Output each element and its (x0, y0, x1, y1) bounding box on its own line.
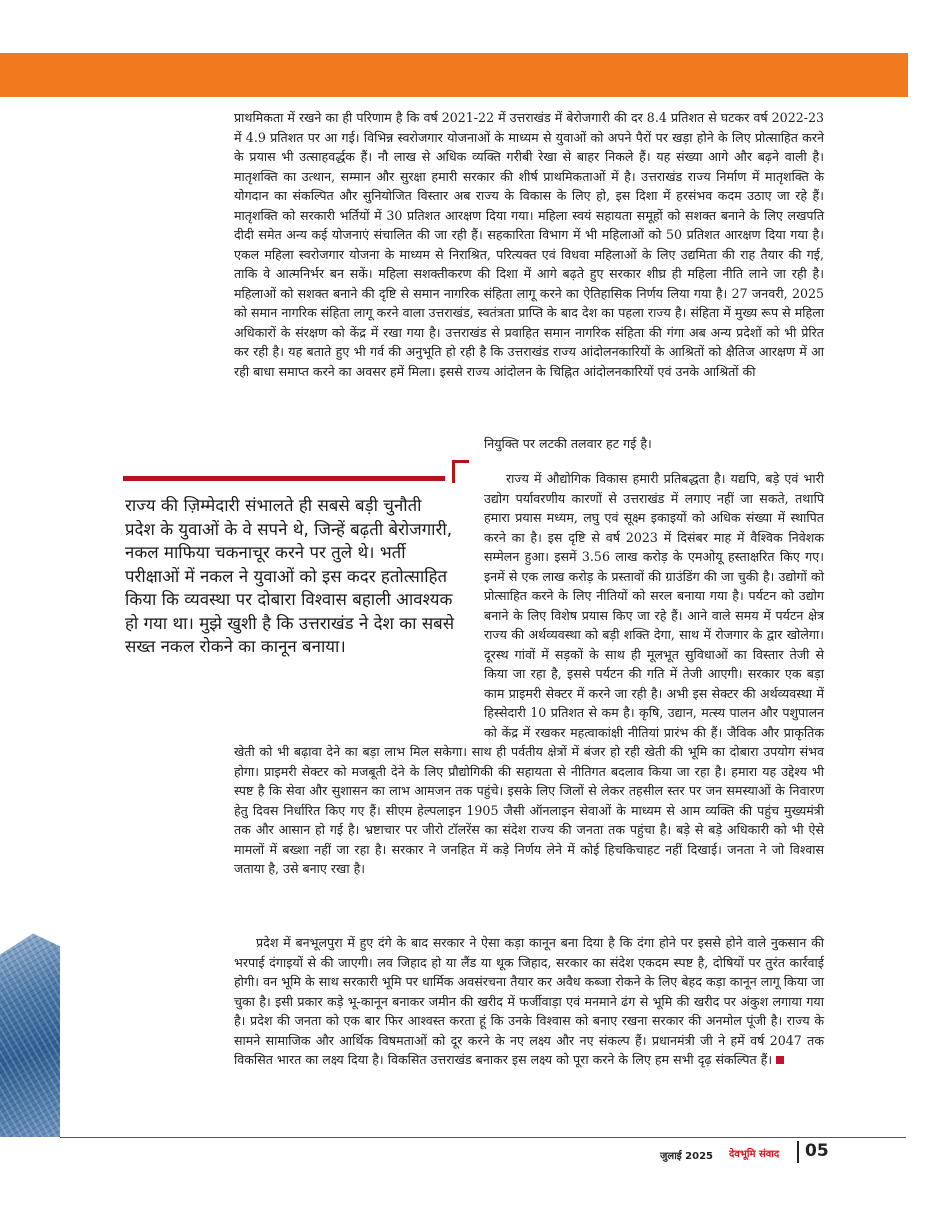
article-paragraph-3-text: राज्य में औद्योगिक विकास हमारी प्रतिबद्धता है। यद्यपि, बड़े एवं भारी उद्योग पर्यावरणीय कारणों से उत्तराखंड में लगाए नहीं जा सकते, तथापि हमारा प्रयास मध्यम, लघु एवं सूक्ष्म इकाइयों को अधिक संख्या में स्थापित करने का है। इस दृष्टि से वर्ष 2023 में दिसंबर माह में वैश्विक निवेशक सम्मेलन हुआ। इसमें 3.56 लाख करोड़ के एमओयू हस्ताक्षरित किए गए। इनमें से एक लाख करोड़ के प्रस्तावों की ग्राउंडिंग की जा चुकी है। उद्योगों को प्रोत्साहित करने के लिए नीतियों को सरल बनाया गया है। पर्यटन को उद्योग बनाने के लिए विशेष प्रयास किए जा रहे हैं। आने वाले समय में पर्यटन क्षेत्र राज्य की अर्थव्यवस्था को बड़ी शक्ति देगा, साथ में रोजगार के द्वार खोलेगा। दूरस्थ गांवों में सड़कों के साथ ही मूलभूत सुविधाओं का विस्तार तेजी से किया जा रहा है, इससे पर्यटन की गति में तेजी आएगी। सरकार एक बड़ा काम प्राइमरी सेक्टर में करने जा रही है। अभी इस सेक्टर की अर्थव्यवस्था में हिस्सेदारी 10 प्रतिशत से कम है। कृषि, उद्यान, मत्स्य पालन और पशुपालन को केंद्र में रखकर महत्वाकांक्षी नीतियां प्रारंभ की हैं। जैविक और प्राकृतिक खेती को भी बढ़ावा देने का बड़ा लाभ मिल सकेगा। साथ ही पर्वतीय क्षेत्रों में बंजर हो रही खेती की भूमि का दोबारा उपयोग संभव होगा। प्राइमरी सेक्टर को मजबूती देने के लिए प्रौद्योगिकी की सहायता से नीतिगत बदलाव किया जा रहा है। हमारा यह उद्देश्य भी स्पष्ट है कि सेवा और सुशासन का लाभ आमजन तक पहुंचे। इसके लिए जिलों से लेकर तहसील स्तर पर जन समस्याओं के निवारण हेतु दिवस निर्धारित किए गए हैं। सीएम हेल्पलाइन 1905 जैसी ऑनलाइन सेवाओं के माध्यम से आम व्यक्ति की पहुंच मुख्यमंत्री तक और आसान हो गई है। भ्रष्टाचार पर जीरो टॉलरेंस का संदेश राज्य की जनता तक पहुंचा है। बड़े से बड़े अधिकारी को भी ऐसे मामलों में बख्शा नहीं जा रहा है। सरकार ने जनहित में कड़े निर्णय लेने में कोई हिचकिचाहट नहीं दिखाई। जनता ने जो विश्वास जताया है, उसे बनाए रखा है। (234, 471, 824, 876)
pull-quote: राज्य की ज़िम्मेदारी संभालते ही सबसे बड़ी चुनौती प्रदेश के युवाओं के वे सपने थे, जिन्हें बढ़ती बेरोजगारी, नकल माफिया चकनाचूर करने पर तुले थे। भर्ती परीक्षाओं में नकल ने युवाओं को इस कदर हतोत्साहित किया कि व्यवस्था पर दोबारा विश्वास बहाली आवश्यक हो गया था। मुझे खुशी है कि उत्तराखंड ने देश का सबसे सख्त नकल रोकने का कानून बनाया। (125, 495, 455, 656)
article-paragraph-4 (234, 933, 824, 1070)
page-number: 05 (805, 1141, 829, 1161)
article-paragraph-4-text: प्रदेश में बनभूलपुरा में हुए दंगे के बाद सरकार ने ऐसा कड़ा कानून बना दिया है कि दंगा होने पर इससे होने वाले नुकसान की भरपाई दंगाइयों से की जाएगी। लव जिहाद हो या लैंड या थूक जिहाद, सरकार का संदेश एकदम स्पष्ट है, दोषियों पर तुरंत कार्रवाई होगी। वन भूमि के साथ सरकारी भूमि पर धार्मिक अवसंरचना तैयार कर अवैध कब्जा रोकने के लिए बेहद कड़ा कानून लागू किया जा चुका है। इसी प्रकार कड़े भू-कानून बनाकर जमीन की खरीद में फर्जीवाड़ा एवं मनमाने ढंग से भूमि की खरीद पर अंकुश लगाया गया है। प्रदेश की जनता को एक बार फिर आश्वस्त करता हूं कि उनके विश्वास को बनाए रखना सरकार की अनमोल पूंजी है। राज्य के सामने सामाजिक और आर्थिक विषमताओं को दूर करने के नए लक्ष्य और नए संकल्प हैं। प्रधानमंत्री जी ने हमें वर्ष 2047 तक विकसित भारत का लक्ष्य दिया है। विकसित उत्तराखंड बनाकर इस लक्ष्य को पूरा करने के लिए हम सभी दृढ़ संकल्पित हैं। (234, 935, 824, 1067)
footer-date: जुलाई 2025 (660, 1151, 714, 1162)
article-end-mark (776, 1056, 784, 1064)
pull-quote-rule (123, 476, 445, 481)
footer-magazine-logo: देवभूमि संवाद (729, 1149, 780, 1160)
article-paragraph-1: प्राथमिकता में रखने का ही परिणाम है कि वर्ष 2021-22 में उत्तराखंड में बेरोजगारी की दर 8.4 प्रतिशत से घटकर वर्ष 2022-23 में 4.9 प्रतिशत पर आ गई। विभिन्न स्वरोजगार योजनाओं के माध्यम से युवाओं को अपने पैरों पर खड़ा होने के लिए प्रोत्साहित करने के प्रयास भी उत्साहवर्द्धक हैं। नौ लाख से अधिक व्यक्ति गरीबी रेखा से बाहर निकले हैं। यह संख्या आगे और बढ़ने वाली है। मातृशक्ति का उत्थान, सम्मान और सुरक्षा हमारी सरकार की शीर्ष प्राथमिकताओं में है। उत्तराखंड राज्य निर्माण में मातृशक्ति के योगदान का संकल्पित और सुनियोजित विस्तार अब राज्य के विकास के लिए हो, इस दिशा में हरसंभव कदम उठाए जा रहे हैं। मातृशक्ति को सरकारी भर्तियों में 30 प्रतिशत आरक्षण दिया गया। महिला स्वयं सहायता समूहों को सशक्त बनाने के लिए लखपति दीदी समेत अन्य कई योजनाएं संचालित की जा रही हैं। सहकारिता विभाग में भी महिलाओं को 50 प्रतिशत आरक्षण दिया गया है। एकल महिला स्वरोजगार योजना के माध्यम से निराश्रित, परित्यक्त एवं विधवा महिलाओं के लिए उद्यमिता की राह तैयार की गई, ताकि वे आत्मनिर्भर बन सकें। महिला सशक्तीकरण की दिशा में आगे बढ़ते हुए सरकार शीघ्र ही महिला नीति लाने जा रही है। महिलाओं को सशक्त बनाने की दृष्टि से समान नागरिक संहिता लागू करने का ऐतिहासिक निर्णय लिया गया है। 27 जनवरी, 2025 को समान नागरिक संहिता लागू करने वाला उत्तराखंड, स्वतंत्रता प्राप्ति के बाद देश का पहला राज्य है। संहिता में मुख्य रूप से महिला अधिकारों के संरक्षण को केंद्र में रखा गया है। उत्तराखंड से प्रवाहित समान नागरिक संहिता की गंगा अब अन्य प्रदेशों को भी प्रेरित कर रही है। यह बताते हुए भी गर्व की अनुभूति हो रही है कि उत्तराखंड राज्य आंदोलनकारियों के आश्रितों को क्षैतिज आरक्षण में आ रही बाधा समाप्त करने का अवसर हमें मिला। इससे राज्य आंदोलन के चिह्नित आंदोलनकारियों एवं उनके आश्रितों की (234, 110, 824, 379)
footer-rule (60, 1137, 906, 1138)
decorative-photo-edge (0, 925, 60, 1137)
article-paragraph-2-text: नियुक्ति पर लटकी तलवार हट गई है। (484, 436, 652, 451)
header-color-band (0, 53, 908, 97)
pull-quote-corner (452, 460, 469, 483)
footer-separator (797, 1141, 799, 1163)
